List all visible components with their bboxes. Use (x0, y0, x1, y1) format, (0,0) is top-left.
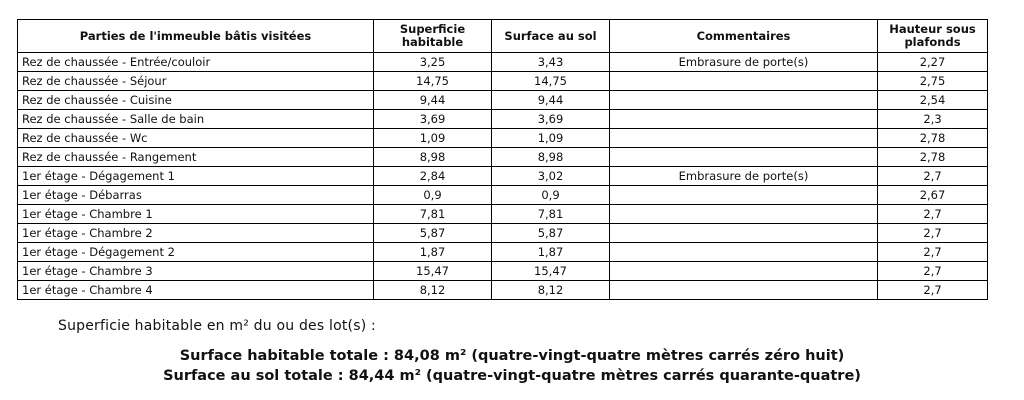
total-habitable: Surface habitable totale : 84,08 m² (quatre-vingt-quatre mètres carrés zéro huit) (179, 348, 845, 364)
cell-comment (610, 148, 878, 167)
cell-part: 1er étage - Chambre 3 (18, 262, 374, 281)
cell-sol: 3,02 (492, 167, 610, 186)
cell-comment (610, 243, 878, 262)
table-row (18, 281, 988, 300)
header-surface-au-sol: Surface au sol (492, 20, 610, 53)
cell-sol: 1,87 (492, 243, 610, 262)
cell-part: Rez de chaussée - Salle de bain (18, 110, 374, 129)
cell-sol: 3,43 (492, 53, 610, 72)
cell-sol: 7,81 (492, 205, 610, 224)
table-row (18, 91, 988, 110)
table-row (18, 53, 988, 72)
cell-hauteur: 2,7 (878, 262, 988, 281)
cell-hauteur: 2,75 (878, 72, 988, 91)
cell-habitable: 7,81 (374, 205, 492, 224)
cell-sol: 3,69 (492, 110, 610, 129)
surface-table-container (17, 19, 987, 300)
cell-habitable: 14,75 (374, 72, 492, 91)
cell-comment (610, 205, 878, 224)
cell-sol: 9,44 (492, 91, 610, 110)
table-row (18, 205, 988, 224)
cell-habitable: 3,69 (374, 110, 492, 129)
table-row (18, 224, 988, 243)
cell-sol: 8,12 (492, 281, 610, 300)
cell-habitable: 2,84 (374, 167, 492, 186)
cell-comment: Embrasure de porte(s) (610, 53, 878, 72)
cell-part: 1er étage - Dégagement 1 (18, 167, 374, 186)
cell-hauteur: 2,78 (878, 148, 988, 167)
cell-habitable: 1,87 (374, 243, 492, 262)
cell-comment (610, 281, 878, 300)
cell-habitable: 8,12 (374, 281, 492, 300)
table-row (18, 72, 988, 91)
header-commentaires: Commentaires (610, 20, 878, 53)
cell-sol: 15,47 (492, 262, 610, 281)
table-row (18, 262, 988, 281)
cell-comment (610, 129, 878, 148)
cell-hauteur: 2,7 (878, 205, 988, 224)
cell-part: Rez de chaussée - Entrée/couloir (18, 53, 374, 72)
header-superficie-habitable: Superficie habitable (374, 20, 492, 53)
cell-part: 1er étage - Chambre 1 (18, 205, 374, 224)
table-header-row (18, 20, 988, 53)
cell-sol: 8,98 (492, 148, 610, 167)
cell-sol: 0,9 (492, 186, 610, 205)
cell-hauteur: 2,7 (878, 167, 988, 186)
cell-hauteur: 2,3 (878, 110, 988, 129)
cell-part: 1er étage - Débarras (18, 186, 374, 205)
cell-habitable: 8,98 (374, 148, 492, 167)
cell-hauteur: 2,7 (878, 243, 988, 262)
cell-habitable: 0,9 (374, 186, 492, 205)
table-row (18, 186, 988, 205)
cell-comment (610, 224, 878, 243)
cell-part: Rez de chaussée - Cuisine (18, 91, 374, 110)
cell-part: 1er étage - Chambre 4 (18, 281, 374, 300)
table-row (18, 243, 988, 262)
cell-comment (610, 186, 878, 205)
totals-block (0, 346, 1024, 386)
cell-part: Rez de chaussée - Wc (18, 129, 374, 148)
cell-part: Rez de chaussée - Séjour (18, 72, 374, 91)
header-hauteur-sous-plafonds: Hauteur sous plafonds (878, 20, 988, 53)
cell-part: Rez de chaussée - Rangement (18, 148, 374, 167)
cell-sol: 14,75 (492, 72, 610, 91)
table-row (18, 148, 988, 167)
cell-hauteur: 2,67 (878, 186, 988, 205)
cell-part: 1er étage - Dégagement 2 (18, 243, 374, 262)
table-body (18, 53, 988, 300)
header-parties: Parties de l'immeuble bâtis visitées (18, 20, 374, 53)
table-row (18, 167, 988, 186)
table-row (18, 110, 988, 129)
cell-habitable: 5,87 (374, 224, 492, 243)
intro-text: Superficie habitable en m² du ou des lot(s) : (58, 318, 376, 334)
cell-hauteur: 2,7 (878, 224, 988, 243)
surface-table (17, 19, 988, 300)
cell-comment (610, 72, 878, 91)
cell-hauteur: 2,27 (878, 53, 988, 72)
cell-comment (610, 91, 878, 110)
cell-part: 1er étage - Chambre 2 (18, 224, 374, 243)
total-sol: Surface au sol totale : 84,44 m² (quatre-vingt-quatre mètres carrés quarante-quatre) (163, 368, 861, 384)
cell-habitable: 15,47 (374, 262, 492, 281)
cell-sol: 1,09 (492, 129, 610, 148)
cell-hauteur: 2,54 (878, 91, 988, 110)
cell-comment (610, 110, 878, 129)
cell-hauteur: 2,78 (878, 129, 988, 148)
cell-comment: Embrasure de porte(s) (610, 167, 878, 186)
table-row (18, 129, 988, 148)
cell-comment (610, 262, 878, 281)
cell-hauteur: 2,7 (878, 281, 988, 300)
cell-habitable: 1,09 (374, 129, 492, 148)
cell-habitable: 3,25 (374, 53, 492, 72)
cell-sol: 5,87 (492, 224, 610, 243)
cell-habitable: 9,44 (374, 91, 492, 110)
